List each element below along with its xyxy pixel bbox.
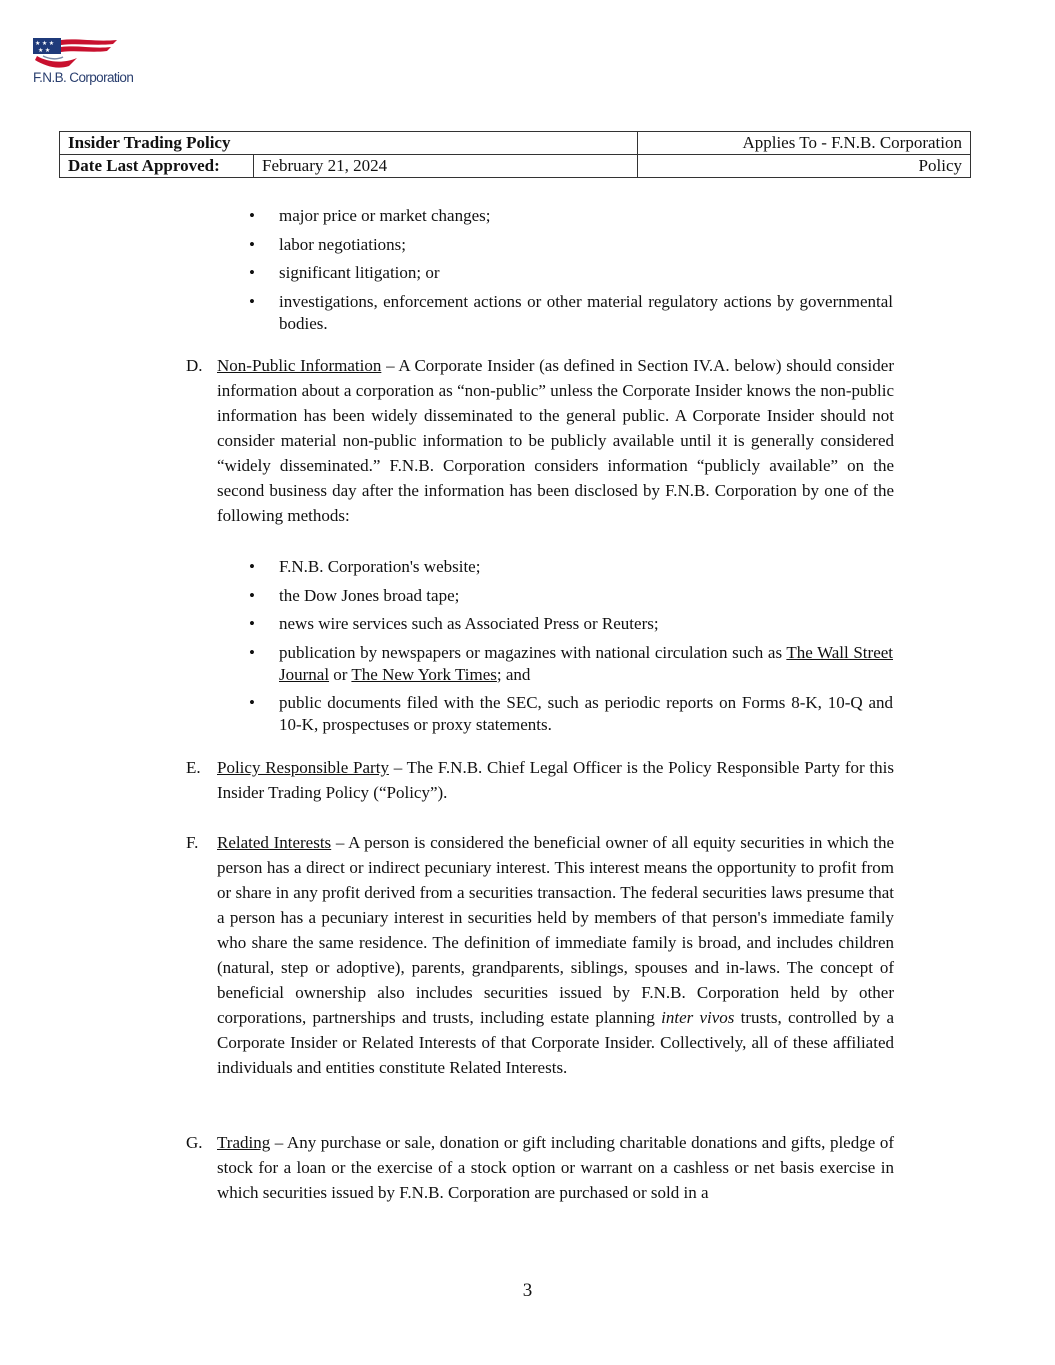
section-letter: F. bbox=[186, 833, 199, 852]
section-g-text: – Any purchase or sale, donation or gift including charitable donations and gifts, pledge of stock for a loan or the exercise of a stock option or warrant on a cashless or net basis exercise in which securities issued by F.N.B. Corporation are purchased or sold in a bbox=[217, 1133, 894, 1202]
section-g bbox=[186, 1130, 894, 1205]
date-label: Date Last Approved: bbox=[60, 155, 254, 178]
pub-prefix: publication by newspapers or magazines with national circulation such as bbox=[279, 642, 787, 662]
list-item bbox=[249, 642, 893, 686]
company-logo bbox=[33, 38, 153, 88]
logo-text: F.N.B. Corporation bbox=[33, 70, 134, 85]
date-value: February 21, 2024 bbox=[254, 155, 638, 178]
term-trading: Trading bbox=[217, 1133, 271, 1152]
section-letter: D. bbox=[186, 356, 203, 375]
policy-type: Policy bbox=[638, 155, 971, 178]
nyt-title: The New York Times bbox=[351, 664, 497, 684]
methods-list bbox=[249, 556, 893, 743]
section-e-text: – The F.N.B. Chief Legal Officer is the Policy Responsible Party for this Insider Trading Policy (“Policy”). bbox=[217, 758, 894, 802]
term-policy-responsible-party: Policy Responsible Party bbox=[217, 758, 389, 777]
list-item: • public documents filed with the SEC, such as periodic reports on Forms 8-K, 10-Q and 10-K, prospectuses or proxy statements. bbox=[249, 692, 893, 736]
list-item: • major price or market changes; bbox=[249, 205, 893, 227]
event-list bbox=[249, 205, 893, 341]
list-item: • news wire services such as Associated Press or Reuters; bbox=[249, 613, 893, 635]
section-f-text-1: – A person is considered the beneficial owner of all equity securities in which the person has a direct or indirect pecuniary interest. This interest means the opportunity to profit from or share in any profit derived from a securities transaction. The federal securities laws presume that a person has a pecuniary interest in securities held by members of that person's immediate family who share the same residence. The definition of immediate family is broad, and includes children (natural, step or adoptive), parents, grandparents, siblings, spouses and in-laws. The concept of beneficial ownership also includes securities issued by F.N.B. Corporation held by other corporations, partnerships and trusts, including estate planning bbox=[217, 833, 895, 1027]
list-item: • labor negotiations; bbox=[249, 234, 893, 256]
term-non-public-information: Non-Public Information bbox=[217, 356, 382, 375]
pub-or: or bbox=[329, 664, 352, 684]
policy-header-table bbox=[59, 131, 971, 178]
list-item: • investigations, enforcement actions or other material regulatory actions by governmental bodies. bbox=[249, 291, 893, 335]
svg-text:★ ★ ★: ★ ★ ★ bbox=[35, 41, 55, 47]
list-item: • F.N.B. Corporation's website; bbox=[249, 556, 893, 578]
section-e bbox=[186, 755, 894, 805]
wsj-title: The Wall Street Journal bbox=[279, 642, 894, 684]
section-d-text: – A Corporate Insider (as defined in Section IV.A. below) should consider information about a corporation as “non-public” unless the Corporate Insider knows the non-public information has been widely disseminated to the general public. A Corporate Insider should not consider material non-public information to be publicly available until it is generally considered “widely disseminated.” F.N.B. Corporation considers information “publicly available” on the second business day after the information has been disclosed by F.N.B. Corporation by one of the following methods: bbox=[217, 356, 894, 525]
section-f bbox=[186, 830, 894, 1080]
italic-term: inter vivos bbox=[661, 1008, 735, 1027]
page-number: 3 bbox=[522, 1280, 533, 1301]
list-item: • the Dow Jones broad tape; bbox=[249, 585, 893, 607]
flag-logo-icon bbox=[33, 38, 117, 70]
section-f-text-2: trusts, controlled by a Corporate Insider or Related Interests of that Corporate Insider. Collectively, all of these affiliated individuals and entities constitute Related Interests. bbox=[217, 1008, 894, 1077]
section-letter: G. bbox=[186, 1133, 203, 1152]
applies-to: Applies To - F.N.B. Corporation bbox=[638, 132, 971, 155]
svg-text:★ ★: ★ ★ bbox=[38, 48, 51, 54]
section-letter: E. bbox=[186, 758, 201, 777]
pub-suffix: ; and bbox=[496, 664, 531, 684]
section-d bbox=[186, 353, 894, 528]
list-item: • significant litigation; or bbox=[249, 262, 893, 284]
policy-title: Insider Trading Policy bbox=[60, 132, 638, 155]
term-related-interests: Related Interests bbox=[217, 833, 332, 852]
